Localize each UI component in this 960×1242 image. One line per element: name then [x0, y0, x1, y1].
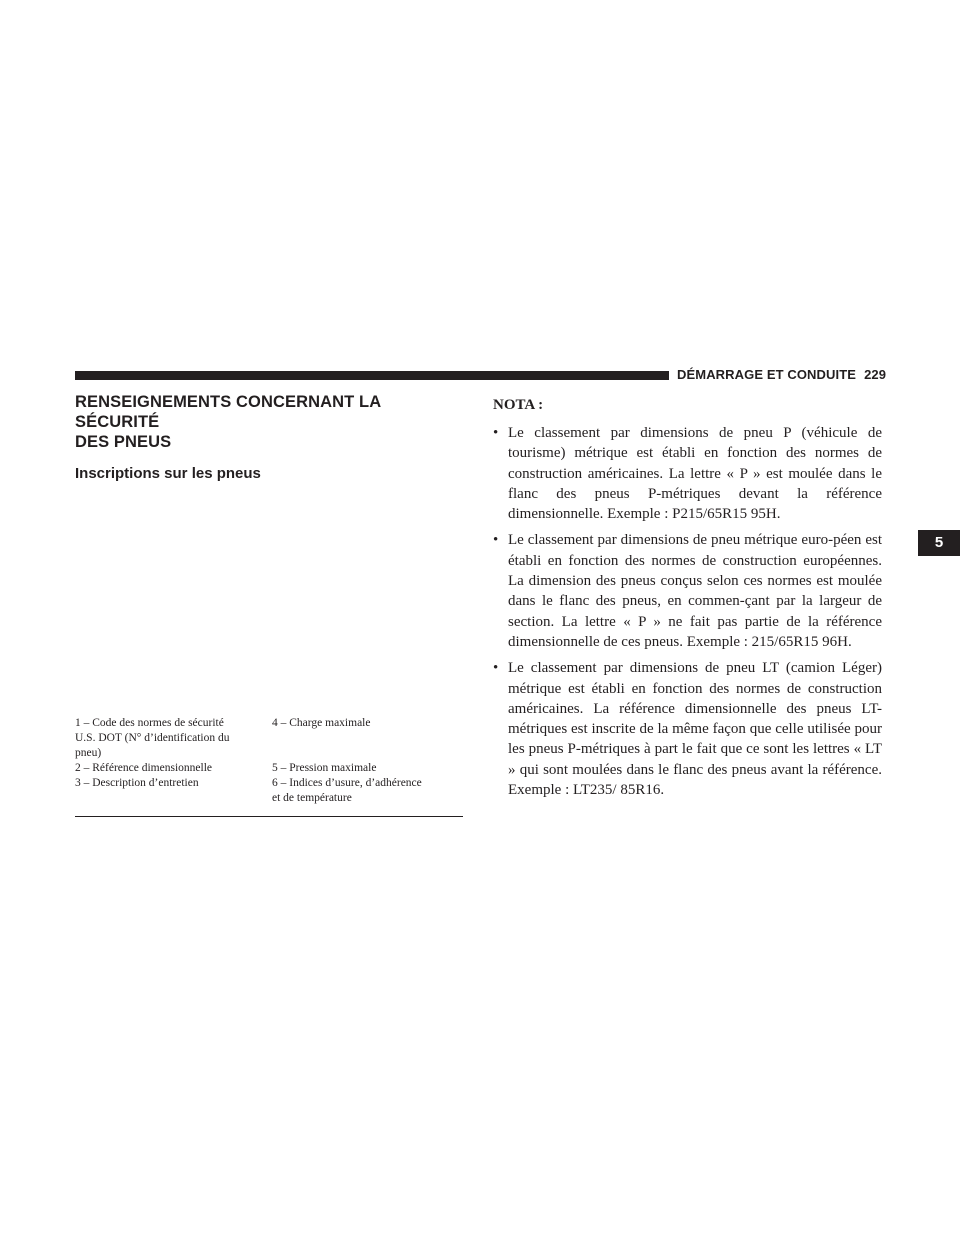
legend-item-4: 4 – Charge maximale: [272, 717, 371, 729]
right-column: [493, 395, 882, 806]
subheading: Inscriptions sur les pneus: [75, 465, 261, 482]
header-rule: [75, 371, 669, 380]
list-item: [493, 423, 882, 524]
bullet-text: Le classement par dimensions de pneu P (véhicule de tourisme) métrique est établi en fonction des normes de construction américaines. La lettre « P » est moulée dans le flanc des pneus P-métriques devant la référence dimensionnelle. Exemple : P215/65R15 95H.: [508, 425, 882, 523]
legend-item-1: 1 – Code des normes de sécurité U.S. DOT (N° d’identification du pneu): [75, 717, 230, 759]
bullet-text: Le classement par dimensions de pneu métrique euro-péen est établi en fonction des normes de construction européennes. La dimension des pneus conçus selon ces normes est moulée dans le flanc des pneus, en commen-çant par la largeur de section. La lettre « P » ne fait pas partie de la référence dimensionnelle de ces pneus. Exemple : 215/65R15 96H.: [508, 532, 882, 650]
left-column: [75, 392, 463, 748]
tire-markings-figure: [75, 483, 463, 748]
section-title: [75, 392, 463, 452]
list-item: [493, 658, 882, 800]
nota-bullet-list: [493, 423, 882, 800]
legend-item-3: 3 – Description d’entretien: [75, 777, 199, 789]
running-head: [677, 367, 887, 382]
legend-rule: [75, 816, 463, 817]
legend-item-5: 5 – Pression maximale: [272, 762, 377, 774]
bullet-icon: •: [493, 425, 499, 441]
chapter-title: DÉMARRAGE ET CONDUITE: [677, 367, 857, 382]
page-number: 229: [864, 367, 887, 382]
legend-row: [75, 776, 463, 806]
section-title-line-1: RENSEIGNEMENTS CONCERNANT LA SÉCURITÉ: [75, 393, 381, 431]
legend-item-6: 6 – Indices d’usure, d’adhérence et de température: [272, 777, 422, 804]
bullet-icon: •: [493, 660, 499, 677]
figure-legend: [75, 716, 463, 806]
bullet-text: Le classement par dimensions de pneu LT (camion Léger) métrique est établi en fonction des normes de construction américaines. La référence dimensionnelle des pneus LT-métriques est inscrite de la même façon que celle utilisée pour les pneus P-métriques à part le fait que ce sont les lettres « LT » qui sont moulées dans le flanc des pneus avant la référence. Exemple : LT235/ 85R16.: [508, 660, 882, 799]
legend-row: [75, 716, 463, 761]
legend-row: [75, 761, 463, 776]
nota-label: NOTA :: [493, 397, 544, 413]
chapter-tab: 5: [918, 530, 960, 556]
legend-item-2: 2 – Référence dimensionnelle: [75, 762, 212, 774]
list-item: [493, 530, 882, 652]
bullet-icon: •: [493, 532, 499, 549]
section-title-line-2: DES PNEUS: [75, 433, 172, 451]
